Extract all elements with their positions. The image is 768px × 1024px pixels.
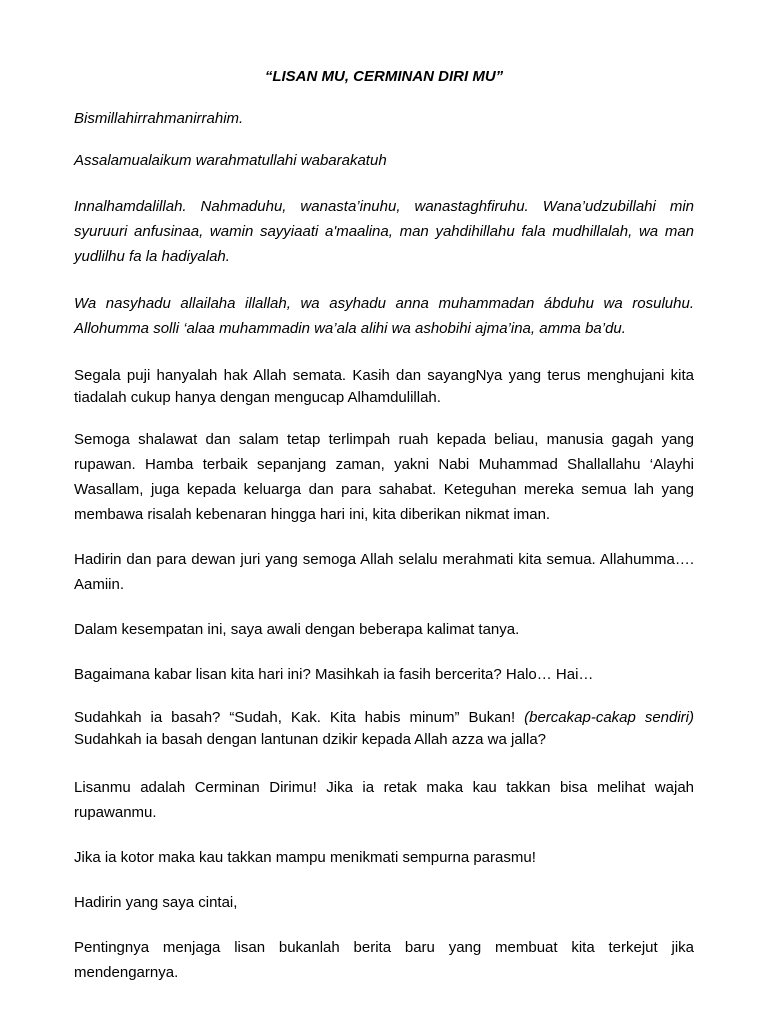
text-segment: Sudahkah ia basah? “Sudah, Kak. Kita habis minum” Bukan! bbox=[74, 709, 525, 726]
paragraph-kabar-lisan: Bagaimana kabar lisan kita hari ini? Masihkah ia fasih bercerita? Halo… Hai… bbox=[74, 666, 594, 683]
paragraph-hadirin: Hadirin dan para dewan juri yang semoga Allah selalu merahmati kita semua. Allahumma…. Aamiin. bbox=[74, 551, 694, 593]
paragraph-cerminan: Lisanmu adalah Cerminan Dirimu! Jika ia retak maka kau takkan bisa melihat wajah rupawanmu. bbox=[74, 779, 694, 821]
paragraph-syahadat: Wa nasyhadu allailaha illallah, wa asyhadu anna muhammadan ábduhu wa rosuluhu. Allohumma solli ‘alaa muhammadin wa’ala alihi wa ashobihi ajma’ina, amma ba’du. bbox=[74, 295, 694, 337]
paragraph-pembuka-tanya: Dalam kesempatan ini, saya awali dengan beberapa kalimat tanya. bbox=[74, 621, 520, 638]
document-page bbox=[74, 66, 694, 985]
text-segment: Sudahkah ia basah dengan lantunan dzikir kepada Allah azza wa jalla? bbox=[74, 731, 547, 748]
paragraph-salam: Assalamualaikum warahmatullahi wabarakatuh bbox=[74, 152, 387, 169]
paragraph-puji: Segala puji hanyalah hak Allah semata. Kasih dan sayangNya yang terus menghujani kita tiadalah cukup hanya dengan mengucap Alhamdulillah. bbox=[74, 367, 694, 406]
paragraph-menjaga-lisan: Pentingnya menjaga lisan bukanlah berita baru yang membuat kita terkejut jika mendengarnya. bbox=[74, 939, 694, 981]
paragraph-shalawat: Semoga shalawat dan salam tetap terlimpah ruah kepada beliau, manusia gagah yang rupawan. Hamba terbaik sepanjang zaman, yakni Nabi Muhammad Shallallahu ‘Alayhi Wasallam, juga kepada keluarga dan para sahabat. Keteguhan mereka semua lah yang membawa risalah kebenaran hingga hari ini, kita diberikan nikmat iman. bbox=[74, 431, 694, 523]
paragraph-muqaddimah: Innalhamdalillah. Nahmaduhu, wanasta’inuhu, wanastaghfiruhu. Wana’udzubillahi min syuruuri anfusinaa, wamin sayyiaati a'maalina, man yahdihillahu fala mudhillalah, wa man yudlilhu fa la hadiyalah. bbox=[74, 198, 694, 265]
paragraph-basmalah: Bismillahirrahmanirrahim. bbox=[74, 110, 244, 127]
paragraph-kotor: Jika ia kotor maka kau takkan mampu menikmati sempurna parasmu! bbox=[74, 849, 536, 866]
document-title: “LISAN MU, CERMINAN DIRI MU” bbox=[264, 68, 504, 85]
paragraph-sudahkah-basah bbox=[74, 707, 694, 751]
stage-direction: (bercakap-cakap sendiri) bbox=[524, 709, 694, 726]
paragraph-hadirin-cintai: Hadirin yang saya cintai, bbox=[74, 894, 238, 911]
